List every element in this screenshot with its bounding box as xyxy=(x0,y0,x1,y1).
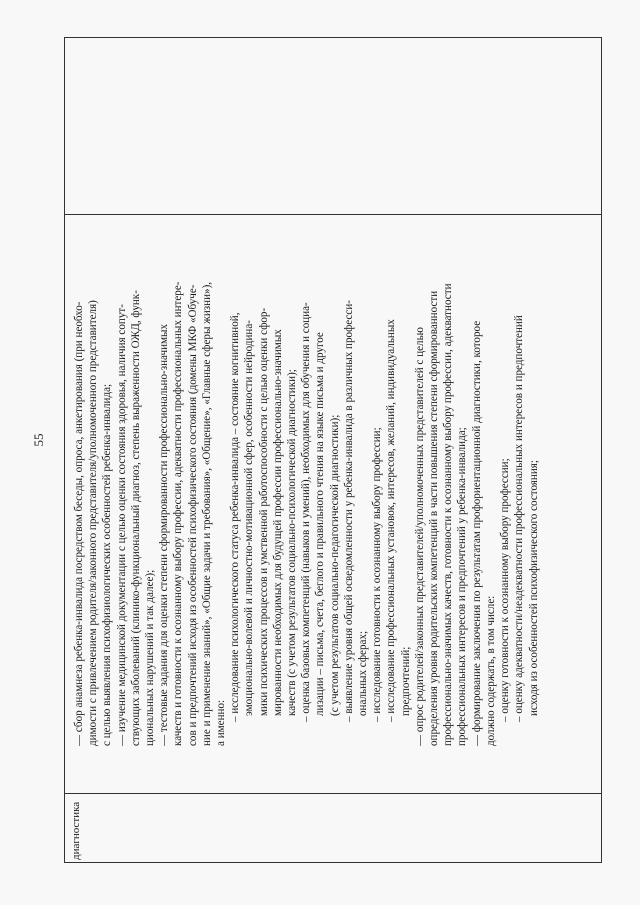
text-line: – исследование профессиональных установок, интересов, желаний, индивидуальных xyxy=(385,319,398,722)
text-line: а именно: xyxy=(215,699,228,746)
text-line: – выявление уровня общей осведомленности у ребенка-инвалида в различных професси- xyxy=(342,300,355,722)
text-line: мики психических процессов и умственной работоспособности с целью оценки сфор- xyxy=(257,307,270,716)
text-line: — сбор анамнеза ребенка-инвалида посредством беседы, опроса, анкетирования (при необхо- xyxy=(73,301,85,746)
text-line: профессионально-значимых качеств, готовности к осознанному выбору профессии, адекватности xyxy=(442,283,455,746)
text-line: – исследование готовности к осознанному выбору профессии; xyxy=(371,427,384,722)
text-line: – исследование психологического статуса ребенка-инвалида – состояние когнитивной, xyxy=(229,312,242,722)
text-line: с целью выявления психофизиологических особенностей ребенка-инвалида; xyxy=(101,383,114,746)
text-line: — изучение медицинской документации с целью оценки состояния здоровья, наличия сопут- xyxy=(115,304,128,746)
text-line: исходя из особенностей психофизического состояния; xyxy=(527,460,540,716)
text-line: — формирование заключения по результатам профориентационной диагностики, которое xyxy=(470,320,483,746)
text-line: циональных нарушений и так далее); xyxy=(144,569,157,746)
text-line: ние и применение знаний», «Общие задачи и требования», «Общение», «Главные сферы жизни»), xyxy=(200,281,213,746)
text-line: должно содержать, в том числе: xyxy=(484,595,497,746)
text-line: качеств (с учетом результатов социально-психологической диагностики); xyxy=(286,369,299,716)
text-line: (с учетом результатов социально-педагогической диагностики); xyxy=(328,414,341,716)
text-line: ональных сферах; xyxy=(357,630,370,716)
text-line: мированности необходимых для будущей профессии профессионально-значимых xyxy=(271,329,284,716)
text-line: – оценку готовности к осознанному выбору профессии; xyxy=(499,458,512,722)
text-line: сов и предпочтений исходя из особенностей психофизического состояния (домены МКФ «Обуче- xyxy=(186,284,199,746)
text-line: определения уровня родительских компетенций в части повышения степени сформированности xyxy=(428,290,441,746)
row-content xyxy=(72,178,602,746)
table-divider xyxy=(65,793,601,794)
row-label: диагностика xyxy=(70,801,82,860)
text-line: ствующих заболеваний (клинико-функциональный диагноз, степень выраженности ОЖД, функ- xyxy=(129,290,142,746)
page-number: 55 xyxy=(31,433,46,447)
text-line: предпочтений; xyxy=(399,646,412,716)
text-line: лизации – письма, счета, беглого и правильного чтения на языке письма и другое xyxy=(314,332,327,716)
text-line: — опрос родителей/законных представителей/уполномоченных представителей с целью xyxy=(413,327,426,746)
text-line: – оценка базовых компетенций (навыков и умений), необходимых для обучения и социа- xyxy=(300,302,313,722)
text-line: эмоционально-волевой и личностно-мотивационной сфер, особенности нейродина- xyxy=(243,320,256,716)
text-line: качеств и готовности к осознанному выбору профессии, адекватности профессиональных интере- xyxy=(172,281,185,746)
text-line: профессиональных интересов и предпочтений у ребенка-инвалида; xyxy=(456,427,469,746)
text-line: — тестовые задания для оценки степени сформированности профессионально-значимых xyxy=(158,323,171,746)
text-line: – оценку адекватности/неадекватности профессиональных интересов и предпочтений xyxy=(513,315,526,722)
text-line: димости с привлечением родителя/законного представителя/уполномоченного представителя) xyxy=(87,300,100,746)
